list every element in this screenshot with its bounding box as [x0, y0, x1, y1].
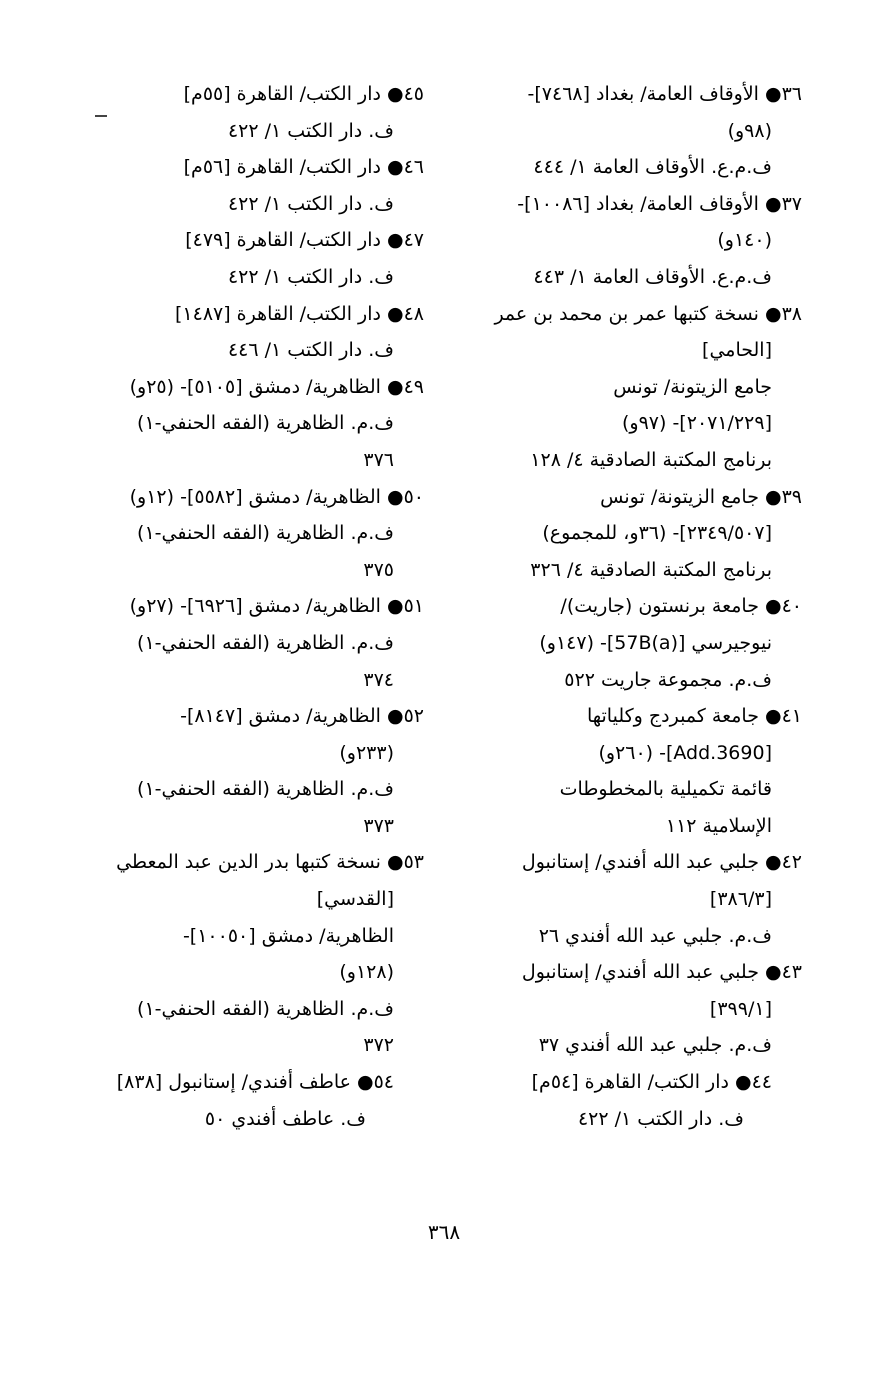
entry-line: ٣٧٢	[363, 1034, 394, 1057]
entry-line: ٤٣● جلبي عبد الله أفندي/ إستانبول	[521, 961, 802, 984]
entry-line: ٤٢● جلبي عبد الله أفندي/ إستانبول	[521, 851, 802, 874]
entry-line: الإسلامية ١١٢	[665, 814, 772, 837]
left-column	[76, 76, 424, 1137]
entry-line: ٤٦● دار الكتب/ القاهرة [٥٦م]	[183, 156, 424, 179]
entry-line: ٣٩● جامع الزيتونة/ تونس	[600, 485, 802, 508]
entry-line: برنامج المكتبة الصادقية ٤/ ٣٢٦	[530, 558, 772, 581]
entry-line: قائمة تكميلية بالمخطوطات	[559, 778, 772, 801]
entry-line: ٤٨● دار الكتب/ القاهرة [١٤٨٧]	[174, 302, 424, 325]
entry-line: [٢٣٤٩/٥٠٧]- (٣٦و، للمجموع)	[542, 522, 772, 545]
entry-line: ٥٢● الظاهرية/ دمشق [٨١٤٧]-	[180, 705, 424, 728]
entry-line: ٤٧● دار الكتب/ القاهرة [٤٧٩]	[185, 229, 424, 252]
entry-line: نيوجيرسي [57B(a)]- (١٤٧و)	[539, 631, 772, 654]
entry-line: [٢٠٧١/٢٢٩]- (٩٧و)	[621, 412, 772, 435]
entry-line: [الحامي]	[702, 339, 772, 362]
entry-line: ف.م. الظاهرية (الفقه الحنفي-١)	[137, 522, 394, 545]
entry-line: ف.م.ع. الأوقاف العامة ١/ ٤٤٤	[533, 156, 772, 179]
right-column	[464, 76, 802, 1137]
entry-line: ف.م. الظاهرية (الفقه الحنفي-١)	[137, 412, 394, 435]
entry-line: ٣٦● الأوقاف العامة/ بغداد [٧٤٦٨]-	[527, 83, 802, 105]
entry-line: ف. دار الكتب ١/ ٤٢٢	[227, 119, 394, 142]
entry-line: الظاهرية/ دمشق [١٠٠٥٠]-	[182, 924, 394, 947]
entry-line: [٣٩٩/١]	[709, 997, 772, 1020]
entry-line: ف. دار الكتب ١/ ٤٤٦	[227, 339, 394, 362]
entry-line: ٣٧● الأوقاف العامة/ بغداد [١٠٠٨٦]-	[517, 192, 802, 215]
entry-line: ف. عاطف أفندي ٥٠	[204, 1107, 366, 1130]
entry-line: ٤٤● دار الكتب/ القاهرة [٥٤م]	[531, 1071, 772, 1094]
entry-line: [Add.3690]- (٢٦٠و)	[598, 741, 772, 764]
entry-line: ٤٩● الظاهرية/ دمشق [٥١٠٥]- (٢٥و)	[129, 375, 424, 398]
entry-line: ف.م. الظاهرية (الفقه الحنفي-١)	[137, 631, 394, 654]
entry-line: [القدسي]	[316, 888, 394, 911]
entry-line: ٤٠● جامعة برنستون (جاريت)/	[560, 595, 802, 618]
entry-line: ٣٧٥	[363, 558, 394, 581]
entry-line: ٤١● جامعة كمبردج وكلياتها	[586, 705, 802, 728]
entry-line: (١٤٠و)	[717, 229, 772, 252]
entry-line: (٢٣٣و)	[339, 741, 394, 764]
entry-line: ف.م. جلبي عبد الله أفندي ٢٦	[538, 924, 772, 947]
entry-line: ٥٣● نسخة كتبها بدر الدين عبد المعطي	[116, 851, 424, 874]
entry-line: جامع الزيتونة/ تونس	[613, 375, 772, 398]
entry-line: ف. دار الكتب ١/ ٤٢٢	[577, 1107, 744, 1130]
entry-line: ٣٧٤	[363, 668, 394, 691]
entry-line: ف. دار الكتب ١/ ٤٢٢	[227, 265, 394, 288]
entry-line: ٥٠● الظاهرية/ دمشق [٥٥٨٢]- (١٢و)	[129, 485, 424, 508]
entry-line: (٩٨و)	[727, 119, 772, 142]
entry-line: برنامج المكتبة الصادقية ٤/ ١٢٨	[530, 448, 772, 471]
entry-line: (١٢٨و)	[339, 961, 394, 984]
entry-line: ف.م. مجموعة جاريت ٥٢٢	[564, 668, 772, 691]
page-number: ٣٦٨	[427, 1220, 461, 1244]
entry-line: [٣٨٦/٣]	[709, 888, 772, 911]
entry-line: ٥٤● عاطف أفندي/ إستانبول [٨٣٨]	[116, 1071, 394, 1094]
entry-line: ف. دار الكتب ١/ ٤٢٢	[227, 192, 394, 215]
entry-line: ٣٨● نسخة كتبها عمر بن محمد بن عمر	[494, 302, 802, 325]
margin-mark	[95, 115, 107, 117]
entry-line: ف.م.ع. الأوقاف العامة ١/ ٤٤٣	[533, 265, 772, 288]
entry-line: ف.م. الظاهرية (الفقه الحنفي-١)	[137, 778, 394, 801]
entry-line: ٤٥● دار الكتب/ القاهرة [٥٥م]	[183, 83, 424, 105]
entry-line: ٥١● الظاهرية/ دمشق [٦٩٢٦]- (٢٧و)	[129, 595, 424, 618]
entry-line: ٣٧٣	[363, 814, 394, 837]
entry-line: ٣٧٦	[363, 448, 394, 471]
entry-line: ف.م. جلبي عبد الله أفندي ٣٧	[538, 1034, 772, 1057]
entry-line: ف.م. الظاهرية (الفقه الحنفي-١)	[137, 997, 394, 1020]
